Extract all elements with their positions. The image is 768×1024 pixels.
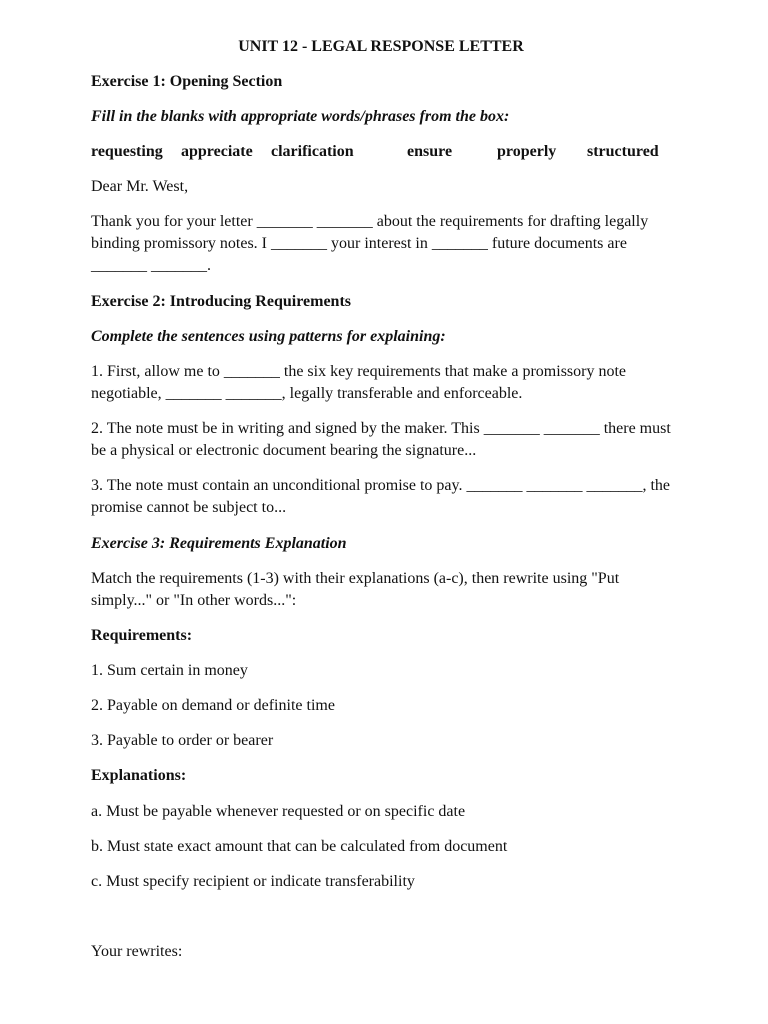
exercise-1-instruction: Fill in the blanks with appropriate words/phrases from the box: xyxy=(91,108,510,125)
exercise-1-heading: Exercise 1: Opening Section xyxy=(91,73,283,90)
exercise-2-heading: Exercise 2: Introducing Requirements xyxy=(91,293,351,310)
explanations-label: Explanations: xyxy=(91,767,187,784)
explanation-item: b. Must state exact amount that can be calculated from document xyxy=(91,838,508,855)
word-box-item: requesting xyxy=(91,143,163,160)
salutation: Dear Mr. West, xyxy=(91,178,189,195)
word-box-item: structured xyxy=(587,143,659,160)
word-box-item: appreciate xyxy=(181,143,253,160)
word-box-item: ensure xyxy=(407,143,453,160)
exercise-2-item: 1. First, allow me to _______ the six key requirements that make a promissory note negotiable, _______ _______, legally transferable and enforceable. xyxy=(91,363,627,402)
word-box xyxy=(91,142,671,164)
word-box-item: clarification xyxy=(271,143,354,160)
requirement-item: 3. Payable to order or bearer xyxy=(91,732,274,749)
page-title: UNIT 12 - LEGAL RESPONSE LETTER xyxy=(238,38,524,55)
explanation-item: a. Must be payable whenever requested or on specific date xyxy=(91,803,466,820)
exercise-2-item: 2. The note must be in writing and signed by the maker. This _______ _______ there must be a physical or electronic document bearing the signature... xyxy=(91,420,671,459)
explanation-item: c. Must specify recipient or indicate transferability xyxy=(91,873,415,890)
word-box-item: properly xyxy=(497,143,557,160)
requirement-item: 1. Sum certain in money xyxy=(91,662,248,679)
exercise-3-heading: Exercise 3: Requirements Explanation xyxy=(91,535,347,552)
exercise-2-instruction: Complete the sentences using patterns for explaining: xyxy=(91,328,446,345)
requirement-item: 2. Payable on demand or definite time xyxy=(91,697,335,714)
exercise-1-paragraph: Thank you for your letter _______ _______ about the requirements for drafting legally binding promissory notes. I _______ your interest in _______ future documents are _______ _______. xyxy=(91,213,649,274)
requirements-label: Requirements: xyxy=(91,627,193,644)
exercise-3-instruction: Match the requirements (1-3) with their explanations (a-c), then rewrite using "Put simply..." or "In other words...": xyxy=(91,570,620,609)
exercise-2-item: 3. The note must contain an unconditional promise to pay. _______ _______ _______, the promise cannot be subject to... xyxy=(91,477,671,516)
rewrites-label: Your rewrites: xyxy=(91,943,183,960)
